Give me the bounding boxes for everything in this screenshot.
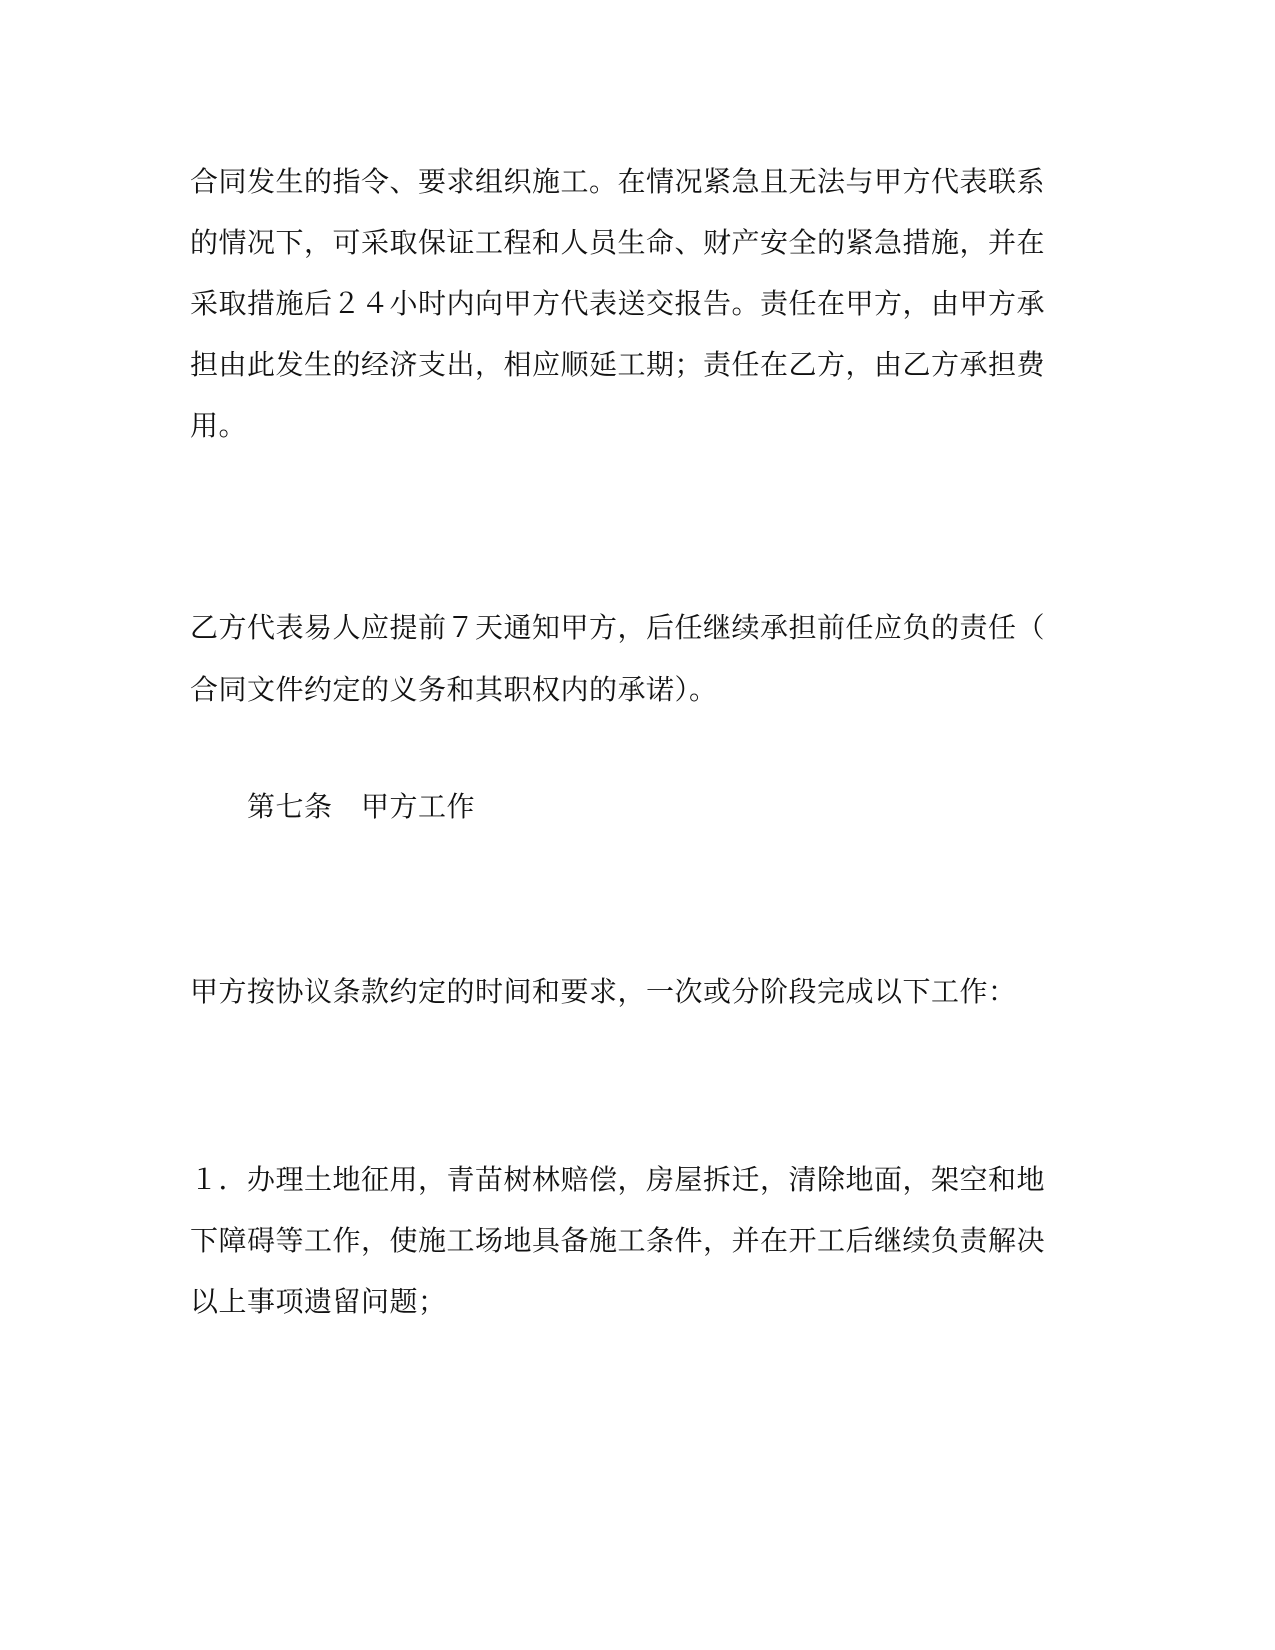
paragraph-1-line-1: 合同发生的指令、要求组织施工。在情况紧急且无法与甲方代表联系: [190, 165, 1046, 198]
paragraph-1-line-3: 采取措施后２４小时内向甲方代表送交报告。责任在甲方，由甲方承: [190, 287, 1046, 320]
list-item-1-line-2: 下障碍等工作，使施工场地具备施工条件，并在开工后继续负责解决: [190, 1224, 1046, 1257]
list-item-1-line-3: 以上事项遗留问题；: [190, 1285, 447, 1318]
paragraph-2-line-1: 乙方代表易人应提前７天通知甲方，后任继续承担前任应负的责任（: [190, 611, 1046, 644]
paragraph-1-line-5: 用。: [190, 409, 248, 442]
paragraph-3-line-1: 甲方按协议条款约定的时间和要求，一次或分阶段完成以下工作：: [190, 975, 1017, 1008]
paragraph-1-line-2: 的情况下，可采取保证工程和人员生命、财产安全的紧急措施，并在: [190, 226, 1046, 259]
list-item-1-line-1: １．办理土地征用，青苗树林赔偿，房屋拆迁，清除地面，架空和地: [190, 1163, 1046, 1196]
paragraph-1-line-4: 担由此发生的经济支出，相应顺延工期；责任在乙方，由乙方承担费: [190, 348, 1046, 381]
paragraph-2-line-2: 合同文件约定的义务和其职权内的承诺）。: [190, 673, 718, 706]
section-heading: 第七条 甲方工作: [247, 790, 476, 823]
